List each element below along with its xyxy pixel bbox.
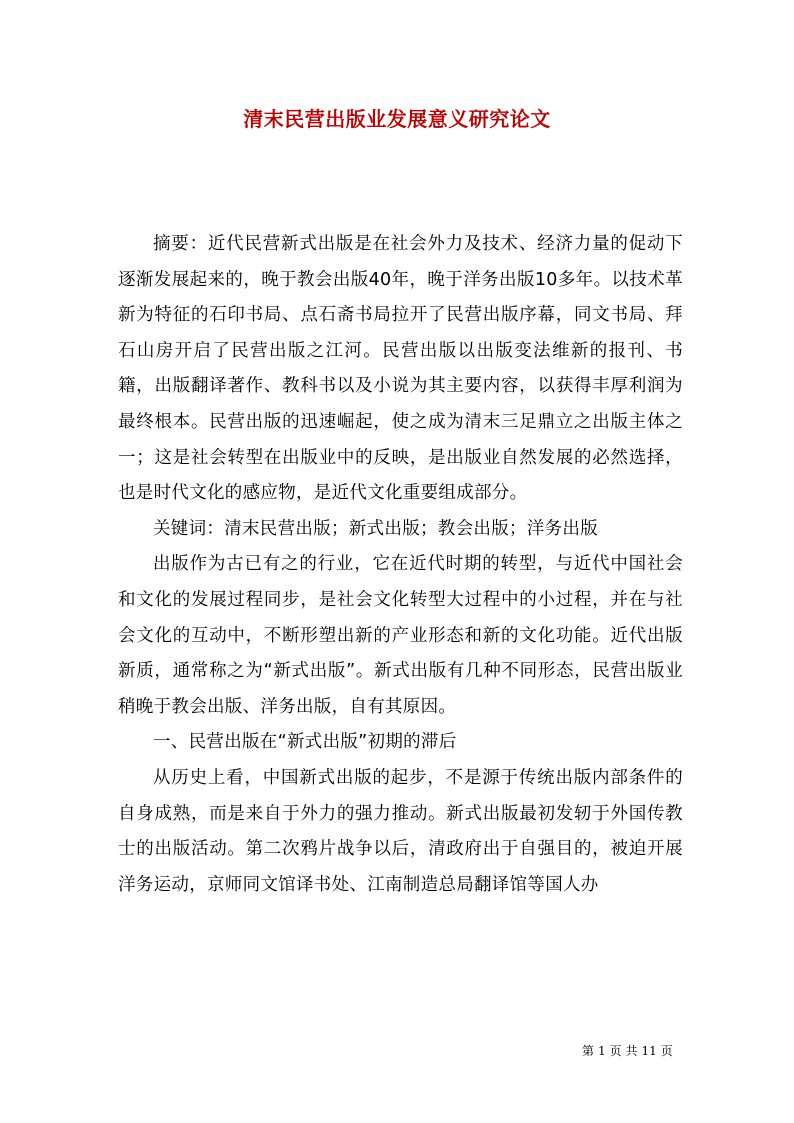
document-body [118,227,683,903]
footer-suffix: 页 [660,1044,673,1058]
keywords-paragraph: 关键词：清末民营出版；新式出版；教会出版；洋务出版 [153,518,598,539]
current-page-number: 1 [598,1044,606,1058]
body-paragraph: 出版作为古已有之的行业，它在近代时期的转型，与近代中国社会和文化的发展过程同步，是社会文化转型大过程中的小过程，并在与社会文化的互动中，不断形塑出新的产业形态和新的文化功能。近代出版新质，通常称之为“新式出版”。新式出版有几种不同形态，民营出版业稍晚于教会出版、洋务出版，自有其原因。 [118,554,683,717]
section-heading: 一、民营出版在“新式出版”初期的滞后 [153,732,457,753]
total-pages-number: 11 [641,1044,657,1058]
abstract-paragraph: 摘要：近代民营新式出版是在社会外力及技术、经济力量的促动下逐渐发展起来的，晚于教会出版40年，晚于洋务出版10多年。以技术革新为特征的石印书局、点石斋书局拉开了民营出版序幕，同文书局、拜石山房开启了民营出版之江河。民营出版以出版变法维新的报刊、书籍，出版翻译著作、教科书以及小说为其主要内容，以获得丰厚利润为最终根本。民营出版的迅速崛起，使之成为清末三足鼎立之出版主体之一；这是社会转型在出版业中的反映，是出版业自然发展的必然选择，也是时代文化的感应物，是近代文化重要组成部分。 [118,234,683,504]
footer-mid: 页 共 [609,1044,638,1058]
document-title: 清末民营出版业发展意义研究论文 [243,107,551,131]
page-footer [580,1042,675,1059]
footer-prefix: 第 [582,1044,595,1058]
body-paragraph: 从历史上看，中国新式出版的起步，不是源于传统出版内部条件的自身成熟，而是来自于外力的强力推动。新式出版最初发轫于外国传教士的出版活动。第二次鸦片战争以后，清政府出于自强目的，被迫开展洋务运动，京师同文馆译书处、江南制造总局翻译馆等国人办 [118,767,683,895]
